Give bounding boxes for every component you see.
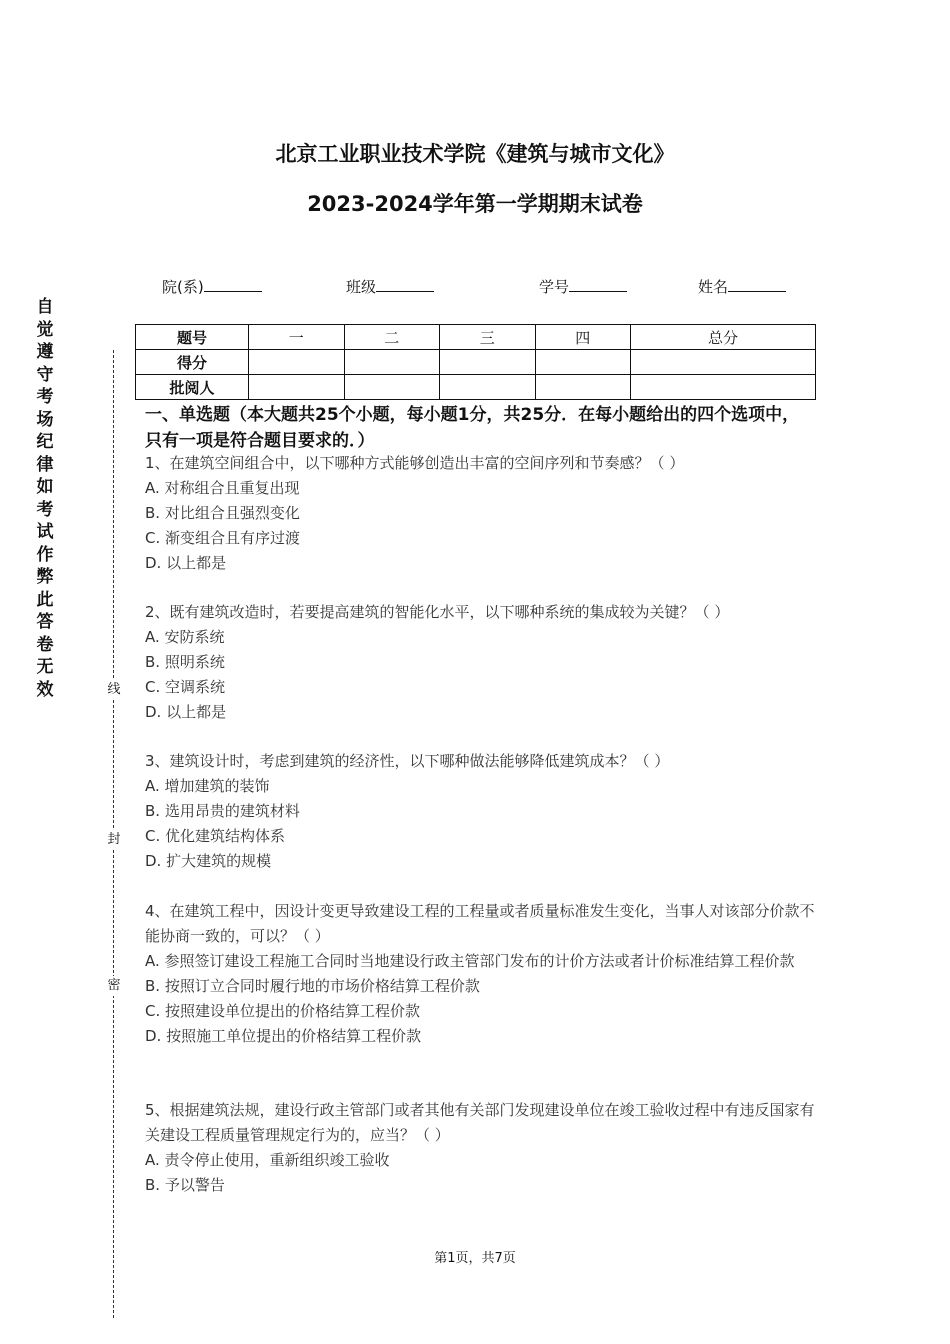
question-stem: 1、在建筑空间组合中，以下哪种方式能够创造出丰富的空间序列和节奏感？（ ） — [145, 454, 685, 472]
score-table-score-row — [136, 350, 816, 375]
option-d[interactable]: D. 以上都是 — [145, 554, 227, 572]
info-class-label: 班级 — [346, 278, 377, 296]
grader-cell[interactable] — [344, 375, 440, 400]
section-title: 一、单选题（本大题共25个小题，每小题1分，共25分．在每小题给出的四个选项中，只有一项是符合题目要求的．） — [145, 405, 800, 451]
score-table-grader-row — [136, 375, 816, 400]
binding-label-seal: 封 — [106, 830, 122, 850]
option-c[interactable]: C. 渐变组合且有序过渡 — [145, 529, 301, 547]
option-d[interactable]: D. 以上都是 — [145, 703, 227, 721]
question-stem: 4、在建筑工程中，因设计变更导致建设工程的工程量或者质量标准发生变化，当事人对该部分价款不能协商一致的，可以？（ ） — [145, 902, 815, 945]
option-d[interactable]: D. 扩大建筑的规模 — [145, 852, 272, 870]
score-table-header-cell: 题号 — [136, 325, 249, 350]
score-table-header-cell: 一 — [249, 325, 345, 350]
option-a[interactable]: A. 参照签订建设工程施工合同时当地建设行政主管部门发布的计价方法或者计价标准结算工程价款 — [145, 952, 795, 970]
score-row-label: 得分 — [136, 350, 249, 375]
info-department-blank[interactable] — [204, 277, 262, 292]
score-cell[interactable] — [344, 350, 440, 375]
option-b[interactable]: B. 照明系统 — [145, 653, 225, 671]
question-3 — [145, 749, 815, 874]
option-a[interactable]: A. 安防系统 — [145, 628, 225, 646]
score-table-header-cell: 三 — [440, 325, 536, 350]
info-class-blank[interactable] — [376, 277, 434, 292]
question-1 — [145, 451, 815, 576]
option-d[interactable]: D. 按照施工单位提出的价格结算工程价款 — [145, 1027, 422, 1045]
option-b[interactable]: B. 予以警告 — [145, 1176, 225, 1194]
question-stem: 2、既有建筑改造时，若要提高建筑的智能化水平，以下哪种系统的集成较为关键？（ ） — [145, 603, 730, 621]
option-b[interactable]: B. 选用昂贵的建筑材料 — [145, 802, 300, 820]
exam-discipline-notice: 自觉遵守考场纪律如考试作弊此答卷无效 — [36, 297, 54, 700]
score-table — [135, 324, 816, 400]
info-student-id — [539, 276, 627, 297]
question-stem: 3、建筑设计时，考虑到建筑的经济性，以下哪种做法能够降低建筑成本？（ ） — [145, 752, 670, 770]
grader-cell[interactable] — [440, 375, 536, 400]
score-cell[interactable] — [249, 350, 345, 375]
info-student-id-label: 学号 — [539, 278, 570, 296]
grader-row-label: 批阅人 — [136, 375, 249, 400]
question-5 — [145, 1098, 815, 1198]
question-4 — [145, 899, 815, 1049]
binding-label-secret: 密 — [106, 976, 122, 996]
question-2 — [145, 600, 815, 725]
score-cell[interactable] — [535, 350, 631, 375]
option-c[interactable]: C. 空调系统 — [145, 678, 226, 696]
option-a[interactable]: A. 责令停止使用，重新组织竣工验收 — [145, 1151, 390, 1169]
option-c[interactable]: C. 按照建设单位提出的价格结算工程价款 — [145, 1002, 421, 1020]
info-class — [346, 276, 434, 297]
info-department-label: 院(系) — [162, 278, 204, 296]
question-stem: 5、根据建筑法规，建设行政主管部门或者其他有关部门发现建设单位在竣工验收过程中有违反国家有关建设工程质量管理规定行为的，应当？（ ） — [145, 1101, 815, 1144]
binding-label-line: 线 — [106, 680, 122, 700]
grader-cell[interactable] — [249, 375, 345, 400]
info-name-blank[interactable] — [728, 277, 786, 292]
grader-cell[interactable] — [631, 375, 816, 400]
option-a[interactable]: A. 增加建筑的装饰 — [145, 777, 270, 795]
grader-cell[interactable] — [535, 375, 631, 400]
page-footer: 第1页，共7页 — [434, 1251, 516, 1266]
info-department — [162, 276, 262, 297]
score-table-header-row — [136, 325, 816, 350]
score-cell[interactable] — [440, 350, 536, 375]
option-b[interactable]: B. 对比组合且强烈变化 — [145, 504, 300, 522]
score-table-header-cell: 二 — [344, 325, 440, 350]
info-student-id-blank[interactable] — [569, 277, 627, 292]
exam-title-line2: 2023-2024学年第一学期期末试卷 — [307, 192, 643, 216]
option-c[interactable]: C. 优化建筑结构体系 — [145, 827, 286, 845]
option-b[interactable]: B. 按照订立合同时履行地的市场价格结算工程价款 — [145, 977, 480, 995]
exam-title-line1: 北京工业职业技术学院《建筑与城市文化》 — [275, 142, 675, 166]
score-table-header-cell: 总分 — [631, 325, 816, 350]
option-a[interactable]: A. 对称组合且重复出现 — [145, 479, 300, 497]
score-table-header-cell: 四 — [535, 325, 631, 350]
info-name — [698, 276, 786, 297]
score-cell[interactable] — [631, 350, 816, 375]
info-name-label: 姓名 — [698, 278, 729, 296]
